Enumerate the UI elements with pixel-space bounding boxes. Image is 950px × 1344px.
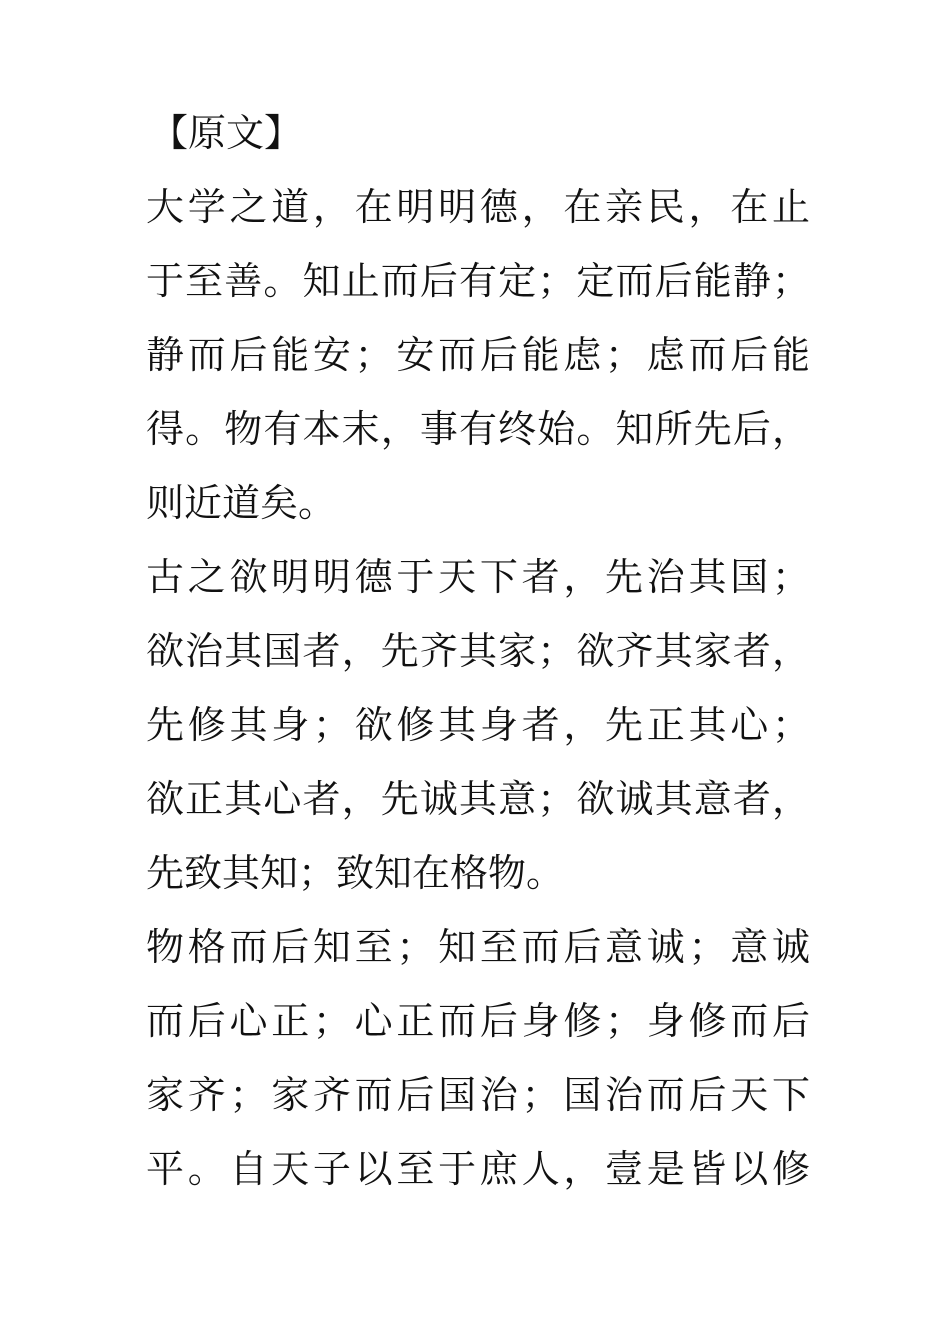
text-line: 平。自天子以至于庶人，壹是皆以修 xyxy=(146,1147,810,1191)
text-line: 则近道矣。 xyxy=(146,481,337,525)
text-line: 先致其知；致知在格物。 xyxy=(146,851,565,895)
text-line: 古之欲明明德于天下者，先治其国； xyxy=(146,555,810,599)
text-line: 家齐；家齐而后国治；国治而后天下 xyxy=(146,1073,810,1117)
text-line: 静而后能安；安而后能虑；虑而后能 xyxy=(146,333,810,377)
text-line: 欲正其心者，先诚其意；欲诚其意者， xyxy=(146,777,810,821)
text-line: 而后心正；心正而后身修；身修而后 xyxy=(146,999,810,1043)
section-heading: 【原文】 xyxy=(150,111,303,155)
text-line: 先修其身；欲修其身者，先正其心； xyxy=(146,703,810,747)
document-body xyxy=(146,96,810,1206)
text-line: 得。物有本末，事有终始。知所先后， xyxy=(146,407,810,451)
text-line: 大学之道，在明明德，在亲民，在止 xyxy=(146,185,810,229)
text-line: 物格而后知至；知至而后意诚；意诚 xyxy=(146,925,810,969)
text-line: 于至善。知止而后有定；定而后能静； xyxy=(146,259,810,303)
text-line: 欲治其国者，先齐其家；欲齐其家者， xyxy=(146,629,810,673)
text-lines xyxy=(146,170,810,1206)
